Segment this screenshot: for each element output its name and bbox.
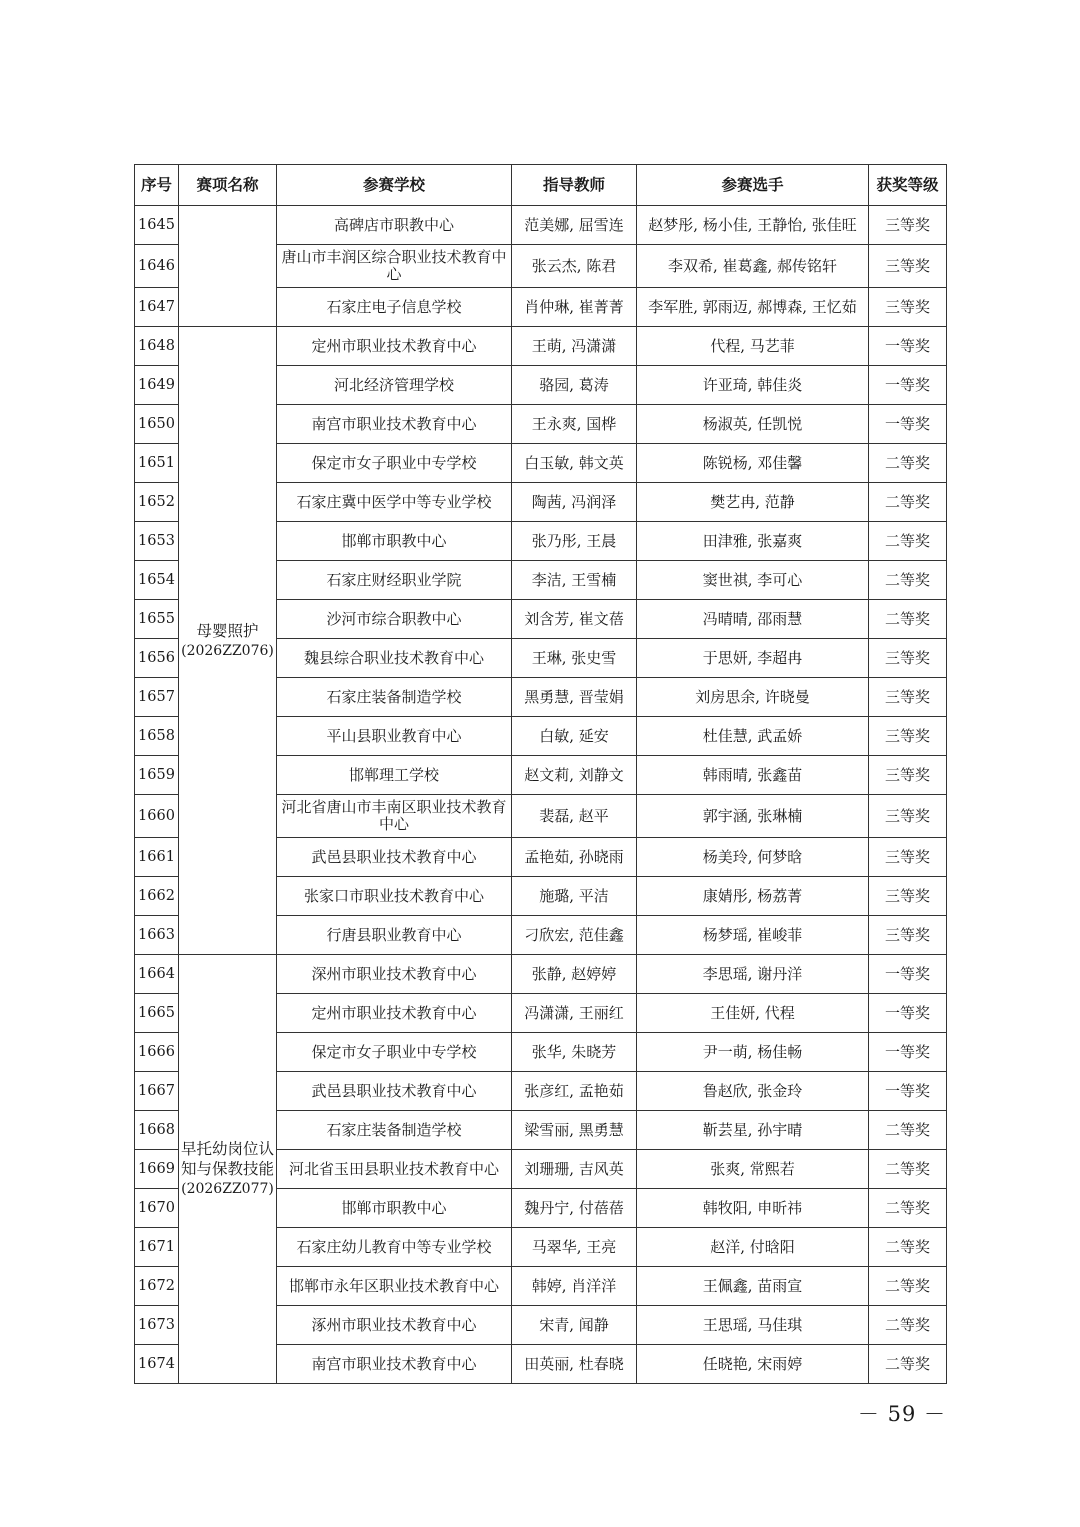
header-teacher: 指导教师: [512, 165, 637, 206]
header-event: 赛项名称: [179, 165, 277, 206]
row-player: 张爽, 常熙若: [637, 1150, 869, 1189]
row-teacher: 梁雪丽, 黑勇慧: [512, 1111, 637, 1150]
row-school: 定州市职业技术教育中心: [277, 327, 512, 366]
header-player: 参赛选手: [637, 165, 869, 206]
row-no: 1651: [135, 444, 179, 483]
row-no: 1660: [135, 795, 179, 838]
row-player: 杨淑英, 任凯悦: [637, 405, 869, 444]
row-teacher: 施璐, 平洁: [512, 877, 637, 916]
event-code: (2026ZZ076): [181, 642, 274, 659]
row-teacher: 王萌, 冯潇潇: [512, 327, 637, 366]
row-no: 1654: [135, 561, 179, 600]
table-row: [135, 955, 947, 994]
row-teacher: 张云杰, 陈君: [512, 245, 637, 288]
row-no: 1673: [135, 1306, 179, 1345]
row-teacher: 赵文莉, 刘静文: [512, 756, 637, 795]
row-no: 1653: [135, 522, 179, 561]
row-award: 三等奖: [869, 288, 947, 327]
row-no: 1652: [135, 483, 179, 522]
row-award: 二等奖: [869, 522, 947, 561]
row-player: 杨美玲, 何梦晗: [637, 838, 869, 877]
event-name: 母婴照护: [196, 621, 259, 640]
row-school: 石家庄冀中医学中等专业学校: [277, 483, 512, 522]
row-award: 三等奖: [869, 916, 947, 955]
row-player: 杨梦瑶, 崔峻菲: [637, 916, 869, 955]
row-award: 二等奖: [869, 1189, 947, 1228]
row-no: 1659: [135, 756, 179, 795]
row-player: 于思妍, 李超冉: [637, 639, 869, 678]
row-teacher: 王琳, 张史雪: [512, 639, 637, 678]
row-player: 韩雨晴, 张鑫苗: [637, 756, 869, 795]
row-teacher: 冯潇潇, 王丽红: [512, 994, 637, 1033]
row-school: 唐山市丰润区综合职业技术教育中心: [277, 245, 512, 288]
row-player: 樊艺冉, 范静: [637, 483, 869, 522]
row-school: 石家庄装备制造学校: [277, 678, 512, 717]
row-player: 杜佳慧, 武孟娇: [637, 717, 869, 756]
row-teacher: 白敏, 延安: [512, 717, 637, 756]
event-code: (2026ZZ077): [181, 1181, 274, 1197]
row-award: 一等奖: [869, 994, 947, 1033]
row-player: 李双希, 崔葛鑫, 郝传铭轩: [637, 245, 869, 288]
row-award: 二等奖: [869, 1150, 947, 1189]
row-school: 武邑县职业技术教育中心: [277, 838, 512, 877]
row-award: 二等奖: [869, 1306, 947, 1345]
row-no: 1669: [135, 1150, 179, 1189]
row-school: 石家庄装备制造学校: [277, 1111, 512, 1150]
header-school: 参赛学校: [277, 165, 512, 206]
row-teacher: 张静, 赵婷婷: [512, 955, 637, 994]
row-award: 三等奖: [869, 795, 947, 838]
row-award: 三等奖: [869, 206, 947, 245]
row-player: 王思瑶, 马佳琪: [637, 1306, 869, 1345]
row-no: 1658: [135, 717, 179, 756]
row-school: 定州市职业技术教育中心: [277, 994, 512, 1033]
row-teacher: 刁欣宏, 范佳鑫: [512, 916, 637, 955]
row-no: 1656: [135, 639, 179, 678]
header-no: 序号: [135, 165, 179, 206]
row-teacher: 刘珊珊, 吉风英: [512, 1150, 637, 1189]
row-school: 深州市职业技术教育中心: [277, 955, 512, 994]
row-school: 高碑店市职教中心: [277, 206, 512, 245]
row-player: 郭宇涵, 张琳楠: [637, 795, 869, 838]
row-school: 张家口市职业技术教育中心: [277, 877, 512, 916]
award-table-sheet: [134, 164, 946, 1384]
row-award: 二等奖: [869, 1345, 947, 1384]
row-player: 刘房思余, 许晓曼: [637, 678, 869, 717]
row-award: 三等奖: [869, 756, 947, 795]
row-school: 南宫市职业技术教育中心: [277, 1345, 512, 1384]
row-player: 代程, 马艺菲: [637, 327, 869, 366]
row-school: 河北经济管理学校: [277, 366, 512, 405]
row-award: 二等奖: [869, 1228, 947, 1267]
row-teacher: 黑勇慧, 晋莹娟: [512, 678, 637, 717]
row-school: 武邑县职业技术教育中心: [277, 1072, 512, 1111]
row-teacher: 宋青, 闻静: [512, 1306, 637, 1345]
row-no: 1663: [135, 916, 179, 955]
row-player: 陈锐杨, 邓佳馨: [637, 444, 869, 483]
row-no: 1648: [135, 327, 179, 366]
row-player: 许亚琦, 韩佳炎: [637, 366, 869, 405]
event-cell-previous: [179, 206, 277, 327]
page-number: － 59 －: [857, 1402, 946, 1426]
row-school: 保定市女子职业中专学校: [277, 1033, 512, 1072]
row-teacher: 马翠华, 王亮: [512, 1228, 637, 1267]
row-teacher: 肖仲琳, 崔菁菁: [512, 288, 637, 327]
row-player: 王佩鑫, 苗雨宣: [637, 1267, 869, 1306]
row-teacher: 李洁, 王雪楠: [512, 561, 637, 600]
award-table: [134, 164, 947, 1384]
row-award: 二等奖: [869, 1111, 947, 1150]
table-row: [135, 206, 947, 245]
row-school: 邯郸市职教中心: [277, 1189, 512, 1228]
event-cell-maternal: [179, 327, 277, 955]
row-teacher: 张华, 朱晓芳: [512, 1033, 637, 1072]
event-name: 早托幼岗位认知与保教技能: [181, 1140, 275, 1178]
row-award: 一等奖: [869, 327, 947, 366]
table-row: [135, 327, 947, 366]
row-award: 二等奖: [869, 600, 947, 639]
row-player: 王佳妍, 代程: [637, 994, 869, 1033]
row-teacher: 张彦红, 孟艳茹: [512, 1072, 637, 1111]
row-award: 二等奖: [869, 1267, 947, 1306]
row-teacher: 王永爽, 国桦: [512, 405, 637, 444]
row-school: 保定市女子职业中专学校: [277, 444, 512, 483]
row-no: 1667: [135, 1072, 179, 1111]
row-no: 1674: [135, 1345, 179, 1384]
row-player: 鲁赵欣, 张金玲: [637, 1072, 869, 1111]
row-school: 平山县职业教育中心: [277, 717, 512, 756]
row-teacher: 裴磊, 赵平: [512, 795, 637, 838]
row-award: 三等奖: [869, 717, 947, 756]
row-no: 1645: [135, 206, 179, 245]
row-player: 任晓艳, 宋雨婷: [637, 1345, 869, 1384]
row-award: 一等奖: [869, 405, 947, 444]
row-school: 邯郸市职教中心: [277, 522, 512, 561]
row-no: 1662: [135, 877, 179, 916]
header-award: 获奖等级: [869, 165, 947, 206]
row-player: 冯晴晴, 邵雨慧: [637, 600, 869, 639]
row-no: 1649: [135, 366, 179, 405]
row-teacher: 韩婷, 肖洋洋: [512, 1267, 637, 1306]
row-school: 邯郸理工学校: [277, 756, 512, 795]
row-teacher: 田英丽, 杜春晓: [512, 1345, 637, 1384]
row-player: 韩牧阳, 申昕祎: [637, 1189, 869, 1228]
row-player: 窦世祺, 李可心: [637, 561, 869, 600]
event-cell-childcare: [179, 955, 277, 1384]
row-player: 赵梦彤, 杨小佳, 王静怡, 张佳旺: [637, 206, 869, 245]
row-award: 二等奖: [869, 483, 947, 522]
row-award: 三等奖: [869, 838, 947, 877]
row-award: 三等奖: [869, 245, 947, 288]
row-no: 1664: [135, 955, 179, 994]
row-award: 三等奖: [869, 877, 947, 916]
row-no: 1670: [135, 1189, 179, 1228]
row-teacher: 白玉敏, 韩文英: [512, 444, 637, 483]
row-player: 尹一萌, 杨佳畅: [637, 1033, 869, 1072]
row-school: 涿州市职业技术教育中心: [277, 1306, 512, 1345]
row-no: 1657: [135, 678, 179, 717]
row-school: 石家庄电子信息学校: [277, 288, 512, 327]
row-teacher: 范美娜, 屈雪连: [512, 206, 637, 245]
row-school: 沙河市综合职教中心: [277, 600, 512, 639]
row-teacher: 陶茜, 冯润泽: [512, 483, 637, 522]
row-award: 一等奖: [869, 366, 947, 405]
row-award: 三等奖: [869, 639, 947, 678]
row-no: 1646: [135, 245, 179, 288]
row-school: 石家庄财经职业学院: [277, 561, 512, 600]
row-no: 1668: [135, 1111, 179, 1150]
row-award: 一等奖: [869, 1072, 947, 1111]
row-award: 一等奖: [869, 955, 947, 994]
row-school: 魏县综合职业技术教育中心: [277, 639, 512, 678]
row-player: 田津雅, 张嘉爽: [637, 522, 869, 561]
row-school: 石家庄幼儿教育中等专业学校: [277, 1228, 512, 1267]
row-no: 1647: [135, 288, 179, 327]
row-school: 南宫市职业技术教育中心: [277, 405, 512, 444]
row-no: 1650: [135, 405, 179, 444]
row-award: 二等奖: [869, 444, 947, 483]
row-school: 河北省玉田县职业技术教育中心: [277, 1150, 512, 1189]
row-school: 邯郸市永年区职业技术教育中心: [277, 1267, 512, 1306]
row-no: 1666: [135, 1033, 179, 1072]
row-award: 一等奖: [869, 1033, 947, 1072]
row-award: 三等奖: [869, 678, 947, 717]
row-school: 行唐县职业教育中心: [277, 916, 512, 955]
row-player: 赵洋, 付晗阳: [637, 1228, 869, 1267]
row-teacher: 刘含芳, 崔文蓓: [512, 600, 637, 639]
row-teacher: 张乃彤, 王晨: [512, 522, 637, 561]
row-no: 1661: [135, 838, 179, 877]
row-teacher: 孟艳茹, 孙晓雨: [512, 838, 637, 877]
row-player: 靳芸星, 孙宇晴: [637, 1111, 869, 1150]
row-award: 二等奖: [869, 561, 947, 600]
row-teacher: 魏丹宁, 付蓓蓓: [512, 1189, 637, 1228]
row-school: 河北省唐山市丰南区职业技术教育中心: [277, 795, 512, 838]
row-player: 康婧彤, 杨荔菁: [637, 877, 869, 916]
row-no: 1655: [135, 600, 179, 639]
row-player: 李军胜, 郭雨迈, 郝博森, 王忆茹: [637, 288, 869, 327]
row-no: 1665: [135, 994, 179, 1033]
table-header-row: [135, 165, 947, 206]
row-player: 李思瑶, 谢丹洋: [637, 955, 869, 994]
row-no: 1672: [135, 1267, 179, 1306]
row-no: 1671: [135, 1228, 179, 1267]
row-teacher: 骆园, 葛涛: [512, 366, 637, 405]
